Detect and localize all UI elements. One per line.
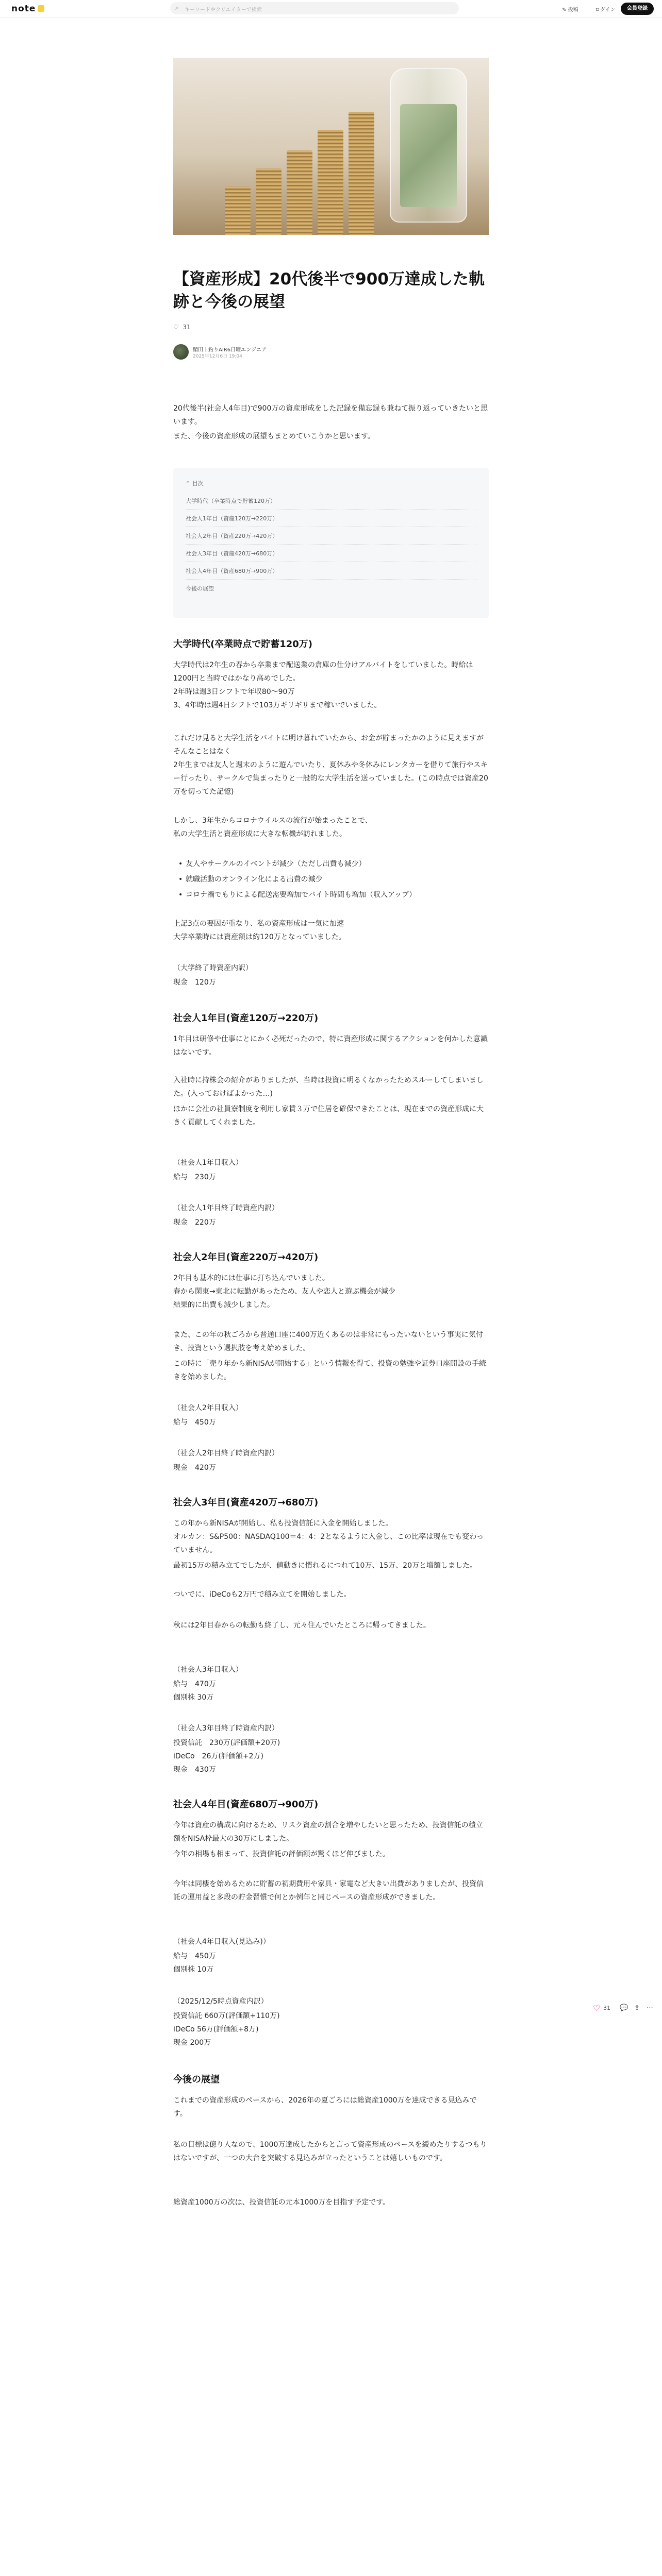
paragraph: これだけ見ると大学生活をバイトに明け暮れていたから、お金が貯まったかのように見えますがそんなことはなく — [173, 734, 484, 756]
floating-actions — [593, 2001, 655, 2016]
register-button[interactable]: 会員登録 — [621, 3, 654, 15]
section-heading-year3: 社会人3年目(資産420万→680万) — [173, 1497, 319, 1508]
section-heading-university: 大学時代(卒業時点で貯蓄120万) — [173, 639, 313, 650]
heart-outline-icon: ♡ — [173, 324, 179, 331]
income-label: （社会人3年目収入） — [173, 1666, 243, 1674]
login-link[interactable]: ログイン — [595, 7, 616, 13]
search-input[interactable] — [170, 2, 459, 14]
summary-label: （社会人2年目終了時資産内訳） — [173, 1449, 279, 1458]
income-line: 個別株 30万 — [173, 1693, 214, 1702]
summary-line: 現金 430万 — [173, 1766, 216, 1774]
article-title: 【資産形成】20代後半で900万達成した軌跡と今後の展望 — [173, 270, 485, 311]
paragraph: オルカン：S&P500：NASDAQ100＝4：4：2となるように入金し、この比率は現在でも変わっていません。 — [173, 1533, 484, 1554]
paragraph: これまでの資産形成のペースから、2026年の夏ごろには総資産1000万を達成できる見込みです。 — [173, 2096, 477, 2118]
paragraph: 私の目標は億り人なので、1000万達成したからと言って資産形成のペースを緩めたりするつもりはないですが、一つの大台を突破する見込みが立ったということは嬉しいものです。 — [173, 2141, 487, 2162]
paragraph: 私の大学生活と資産形成に大きな転機が訪れました。 — [173, 830, 346, 838]
income-line: 給与 470万 — [173, 1680, 216, 1688]
paragraph: 大学時代は2年生の春から卒業まで配送業の倉庫の仕分けアルバイトをしていました。時給は1200円と当時ではかなり高めでした。 — [173, 661, 473, 683]
section-heading-year1: 社会人1年目(資産120万→220万) — [173, 1013, 319, 1024]
income-label: （社会人2年目収入） — [173, 1404, 243, 1412]
paragraph: 2年目も基本的には仕事に打ち込んでいました。 — [173, 1274, 329, 1282]
toc-heading-label: 目次 — [192, 480, 204, 487]
like-count: 31 — [183, 324, 191, 331]
table-of-contents — [173, 468, 489, 618]
logo-badge-icon — [38, 5, 44, 12]
post-link[interactable]: ✎ 投稿 — [562, 7, 578, 13]
post-label: 投稿 — [568, 7, 578, 13]
summary-line: 現金 200万 — [173, 2039, 211, 2047]
more-icon[interactable]: ⋯ — [647, 2004, 653, 2012]
comment-icon[interactable]: 💬 — [620, 2004, 628, 2012]
income-line: 給与 450万 — [173, 1952, 216, 1960]
article-like[interactable] — [173, 324, 191, 331]
paragraph: ついでに、iDeCoも2万円で積み立てを開始しました。 — [173, 1590, 351, 1599]
section-heading-year4: 社会人4年目(資産680万→900万) — [173, 1799, 319, 1810]
summary-line: iDeCo 26万(評価額+2万) — [173, 1752, 263, 1760]
top-header — [0, 0, 662, 18]
paragraph: 1年目は研修や仕事にとにかく必死だったので、特に資産形成に関するアクションを何かした意識はないです。 — [173, 1035, 488, 1057]
share-icon[interactable]: ⇪ — [634, 2004, 640, 2012]
search-placeholder: キーワードやクリエイターで検索 — [185, 7, 262, 13]
side-like-count: 31 — [603, 2005, 610, 2011]
paragraph: 今年は同棲を始めるために貯蓄の初期費用や家具・家電など大きい出費がありましたが、投資信託の運用益と多段の貯金習慣で何とか例年と同じペースの資産形成ができました。 — [173, 1880, 484, 1902]
toc-item[interactable]: 社会人3年目（資産420万→680万） — [186, 549, 476, 562]
income-line: 給与 230万 — [173, 1173, 216, 1181]
paragraph: 今年は資産の構成に向けるため、リスク資産の割合を増やしたいと思ったため、投資信託の積立額をNISA枠最大の30万にしました。 — [173, 1821, 483, 1843]
list-item: • 友人やサークルのイベントが減少（ただし出費も減少） — [186, 857, 489, 871]
search-icon: ⌕ — [175, 4, 179, 11]
paragraph: また、この年の秋ごろから普通口座に400万近くあるのは非常にもったいないという事実に気付き、投資という選択肢を考え始めました。 — [173, 1331, 483, 1352]
heart-icon[interactable]: ♡ — [593, 2003, 601, 2013]
intro-paragraph-2: また、今後の資産形成の展望もまとめていこうかと思います。 — [173, 432, 375, 440]
toc-heading[interactable]: ⌃ 目次 — [186, 480, 204, 487]
paragraph: 上記3点の要因が重なり、私の資産形成は一気に加速 — [173, 920, 344, 928]
paragraph: この年から新NISAが開始し、私も投資信託に入金を開始しました。 — [173, 1519, 393, 1528]
section-heading-year2: 社会人2年目(資産220万→420万) — [173, 1252, 319, 1263]
toc-item[interactable]: 大学時代（卒業時点で貯蓄120万） — [186, 497, 476, 510]
note-logo[interactable] — [11, 4, 44, 14]
toc-item[interactable]: 今後の展望 — [186, 585, 214, 592]
income-label: （社会人1年目収入） — [173, 1159, 243, 1167]
paragraph: 総資産1000万の次は、投資信託の元本1000万を目指す予定です。 — [173, 2198, 390, 2207]
paragraph: 今年の相場も相まって、投資信託の評価額が驚くほど伸びました。 — [173, 1850, 390, 1858]
section-heading-outlook: 今後の展望 — [173, 2074, 220, 2085]
summary-line: 現金 120万 — [173, 978, 216, 987]
paragraph: 2年時は週3日シフトで年収80〜90万 — [173, 688, 295, 696]
summary-line: 現金 420万 — [173, 1464, 216, 1472]
summary-label: （2025/12/5時点資産内訳） — [173, 1997, 268, 2006]
income-line: 給与 450万 — [173, 1418, 216, 1427]
paragraph: この時に「売り年から新NISAが開始する」という情報を得て、投資の勉強や証券口座開設の手続きを始めました。 — [173, 1360, 487, 1381]
paragraph: 結果的に出費も減少しました。 — [173, 1301, 274, 1309]
income-line: 個別株 10万 — [173, 1965, 214, 1974]
summary-line: 投資信託 230万(評価額+20万) — [173, 1739, 280, 1747]
income-label: （社会人4年目収入(見込み)） — [173, 1938, 270, 1946]
paragraph: ほかに会社の社員寮制度を利用し家賃３万で住居を確保できたことは、現在までの資産形成に大きく貢献してくれました。 — [173, 1105, 484, 1127]
author-name[interactable]: 鯖田｜釣りAIR6日曜エンジニア — [193, 347, 267, 353]
hero-image — [173, 58, 489, 235]
paragraph: 入社時に持株会の紹介がありましたが、当時は投資に明るくなかったためスルーしてしまいました。(入っておけばよかった…) — [173, 1076, 484, 1098]
summary-line: iDeCo 56万(評価額+8万) — [173, 2025, 259, 2033]
paragraph: 秋には2年目春からの転勤も終了し、元々住んでいたところに帰ってきました。 — [173, 1621, 431, 1630]
paragraph: 最初15万の積み立てでしたが、値動きに慣れるにつれて10万、15万、20万と増額しました。 — [173, 1562, 477, 1570]
summary-label: （社会人1年目終了時資産内訳） — [173, 1204, 279, 1212]
paragraph: 春から閑東→東北に転勤があったため、友人や恋人と遊ぶ機会が減少 — [173, 1287, 396, 1296]
list-item: • 就職活動のオンライン化による出費の減少 — [186, 873, 489, 886]
summary-label: （大学終了時資産内訳） — [173, 964, 253, 972]
intro-paragraph-1: 20代後半(社会人4年目)で900万の資産形成をした記録を備忘録も兼ねて振り返っていきたいと思います。 — [173, 404, 488, 426]
paragraph: しかし、3年生からコロナウイルスの流行が始まったことで、 — [173, 817, 372, 825]
toc-item[interactable]: 社会人1年目（資産120万→220万） — [186, 514, 476, 527]
toc-item[interactable]: 社会人2年目（資産220万→420万） — [186, 532, 476, 545]
author-avatar[interactable] — [173, 344, 189, 360]
summary-label: （社会人3年目終了時資産内訳） — [173, 1724, 279, 1733]
paragraph: 大学卒業時には資産額は約120万となっていました。 — [173, 933, 346, 941]
list-item: • コロナ禍でもりによる配送需要増加でバイト時間も増加（収入アップ） — [186, 888, 489, 902]
toc-item[interactable]: 社会人4年目（資産680万→900万） — [186, 567, 476, 580]
publish-date: 2025年12月6日 19:04 — [193, 354, 242, 359]
paragraph: 3、4年時は週4日シフトで103万ギリギリまで稼いでいました。 — [173, 701, 382, 709]
summary-line: 現金 220万 — [173, 1218, 216, 1227]
paragraph: 2年生までは友人と週末のように遊んでいたり、夏休みや冬休みにレンタカーを借りて旅行やスキー行ったり、サークルで集まったりと一般的な大学生活を送っていました。(この時点では資産20万を切ってた記憶) — [173, 761, 488, 796]
summary-line: 投資信託 660万(評価額+110万) — [173, 2012, 280, 2020]
logo-text: note — [11, 4, 36, 14]
